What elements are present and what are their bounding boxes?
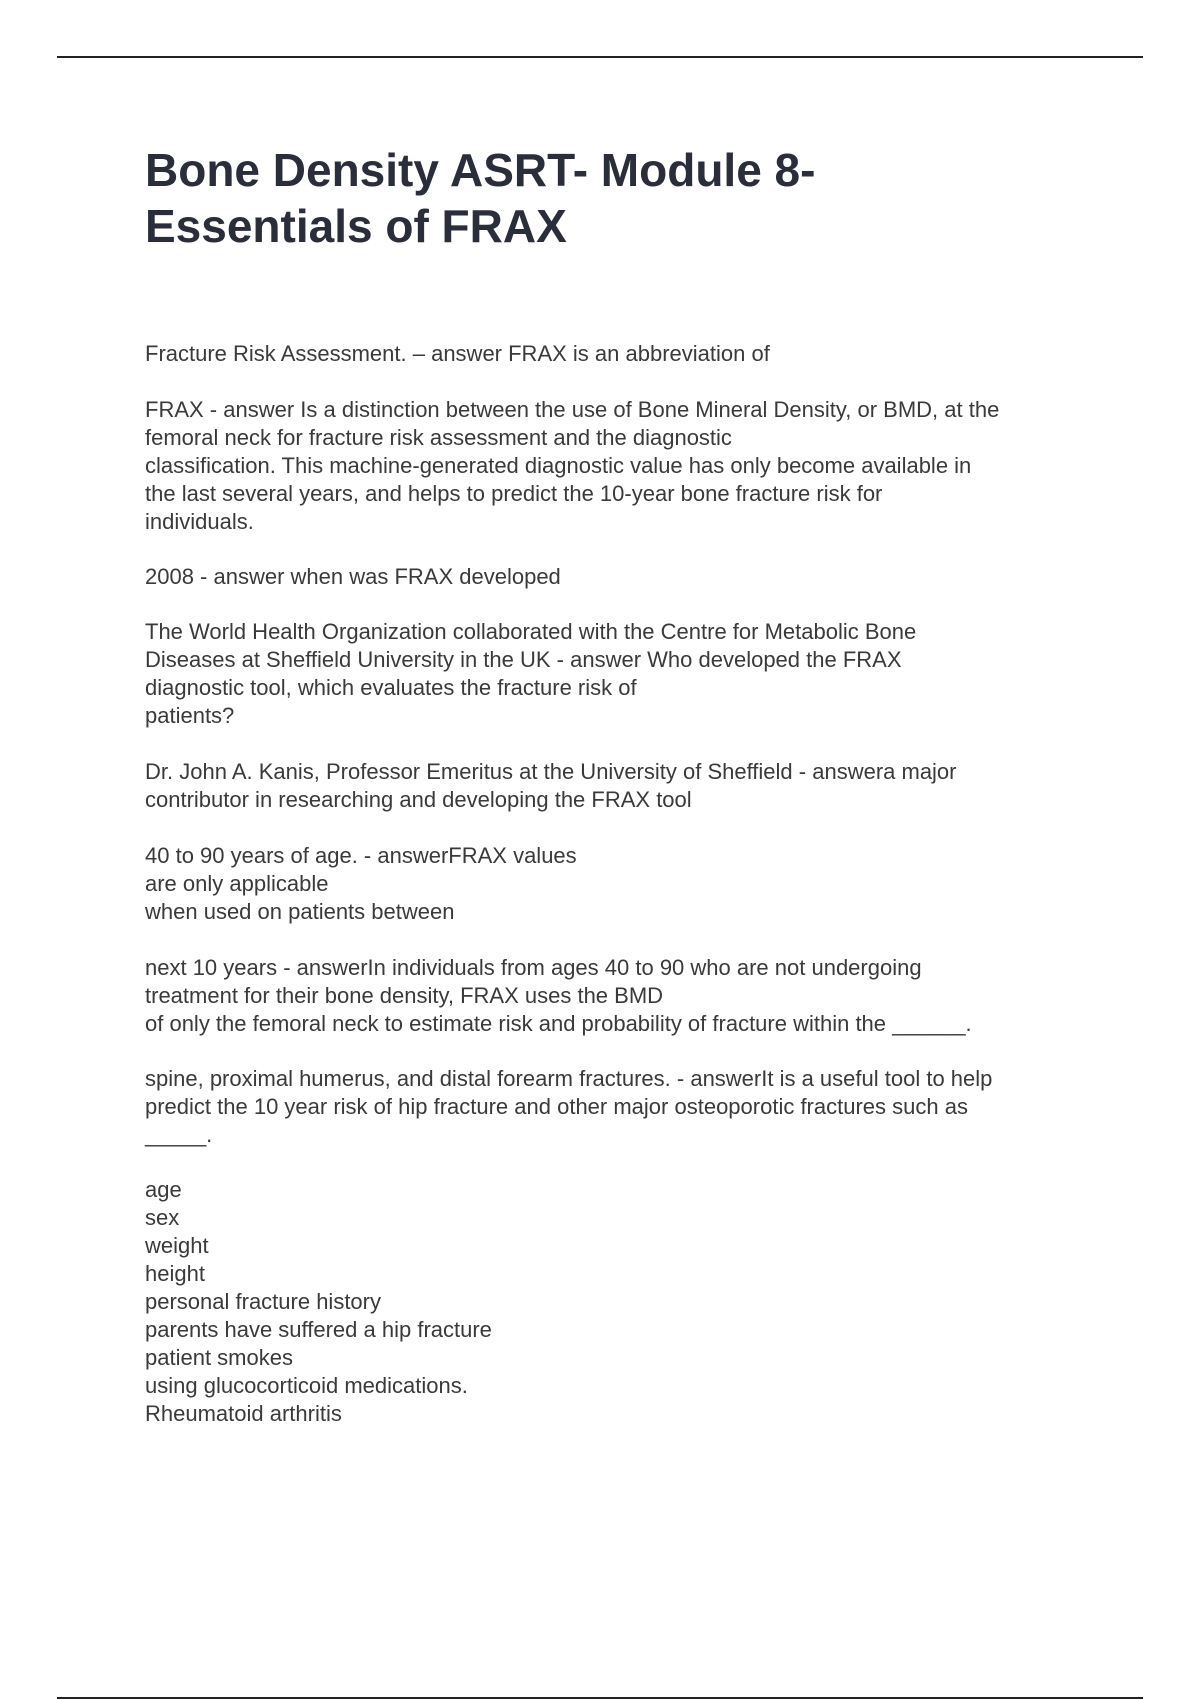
qa-item: spine, proximal humerus, and distal forearm fractures. - answerIt is a useful tool to help predict the 10 year risk of hip fracture and other major osteoporotic fractures such as _____.: [145, 1066, 993, 1147]
qa-item: Dr. John A. Kanis, Professor Emeritus at the University of Sheffield - answera major contributor in researching and developing the FRAX tool: [145, 759, 957, 812]
qa-item: 40 to 90 years of age. - answerFRAX values are only applicable when used on patients between: [145, 843, 577, 924]
bottom-divider: [57, 1697, 1143, 1699]
qa-item-risk-factors: age sex weight height personal fracture history parents have suffered a hip fracture patient smokes using glucocorticoid medications. Rheumatoid arthritis: [145, 1177, 492, 1426]
qa-item: FRAX - answer Is a distinction between the use of Bone Mineral Density, or BMD, at the femoral neck for fracture risk assessment and the diagnostic classification. This machine-generated diagnostic value has only become available in the last several years, and helps to predict the 10-year bone fracture risk for individuals.: [145, 397, 1000, 534]
qa-item: Fracture Risk Assessment. – answer FRAX is an abbreviation of: [145, 341, 770, 366]
document-title: Bone Density ASRT- Module 8- Essentials of FRAX: [145, 144, 816, 252]
qa-item: The World Health Organization collaborated with the Centre for Metabolic Bone Diseases at Sheffield University in the UK - answer Who developed the FRAX diagnostic tool, which evaluates the fracture risk of patients?: [145, 619, 917, 728]
qa-item: next 10 years - answerIn individuals from ages 40 to 90 who are not undergoing treatment for their bone density, FRAX uses the BMD of only the femoral neck to estimate risk and probability of fracture within the ______.: [145, 955, 972, 1036]
top-divider: [57, 56, 1143, 58]
qa-item: 2008 - answer when was FRAX developed: [145, 564, 561, 589]
